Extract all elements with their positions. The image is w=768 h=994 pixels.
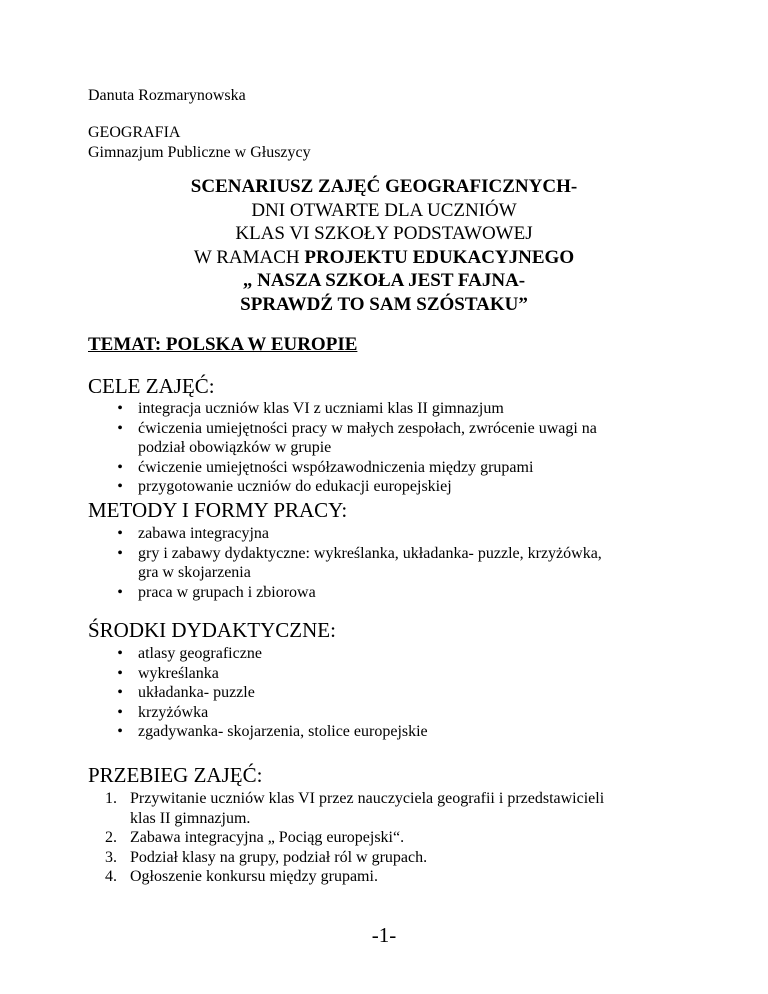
page-number: -1-: [371, 923, 397, 947]
bullet-icon: •: [117, 458, 123, 476]
list-item: • przygotowanie uczniów do edukacji europejskiej: [113, 477, 713, 497]
school-name: Gimnazjum Publiczne w Głuszycy: [88, 144, 311, 161]
list-item: • wykreślanka: [113, 664, 713, 684]
author-name: Danuta Rozmarynowska: [88, 87, 246, 104]
list-item: • krzyżówka: [113, 703, 713, 723]
bullet-icon: •: [117, 723, 123, 740]
title-line-6: SPRAWDŹ TO SAM SZÓSTAKU”: [240, 293, 528, 315]
topic-heading: TEMAT: POLSKA W EUROPIE: [88, 334, 358, 355]
list-item: • zabawa integracyjna: [113, 524, 713, 544]
list-item: • zgadywanka- skojarzenia, stolice europejskie: [113, 722, 713, 742]
list-item: • gry i zabawy dydaktyczne: wykreślanka, układanka- puzzle, krzyżówka, gra w skojarzenia: [113, 544, 713, 583]
title-line-4-bold: PROJEKTU EDUKACYJNEGO: [304, 246, 575, 268]
list-item: 2. Zabawa integracyjna „ Pociąg europejski“.: [105, 829, 405, 846]
resources-heading: ŚRODKI DYDAKTYCZNE:: [88, 618, 336, 642]
title-line-4-prefix: W RAMACH: [193, 246, 305, 268]
bullet-icon: •: [117, 684, 123, 701]
course-list: [105, 789, 715, 887]
bullet-icon: •: [117, 583, 123, 601]
subject-label: GEOGRAFIA: [88, 124, 181, 141]
methods-heading: METODY I FORMY PRACY:: [88, 498, 348, 522]
list-item: 1. Przywitanie uczniów klas VI przez nauczyciela geografii i przedstawicieli klas II gimnazjum.: [105, 790, 605, 827]
list-item: • ćwiczenie umiejętności współzawodniczenia między grupami: [113, 458, 713, 478]
title-line-4: [60, 246, 708, 270]
bullet-icon: •: [117, 664, 123, 682]
bullet-icon: •: [117, 645, 123, 662]
course-heading: PRZEBIEG ZAJĘĆ:: [88, 763, 263, 787]
list-item: • ćwiczenia umiejętności pracy w małych zespołach, zwrócenie uwagi na podział obowiązków w grupie: [113, 419, 713, 458]
bullet-icon: •: [117, 400, 123, 417]
bullet-icon: •: [117, 525, 123, 542]
goals-heading: CELE ZAJĘĆ:: [88, 374, 215, 398]
title-line-1: SCENARIUSZ ZAJĘĆ GEOGRAFICZNYCH-: [190, 176, 578, 197]
list-item: • atlasy geograficzne: [113, 644, 713, 664]
bullet-icon: •: [117, 419, 123, 437]
list-item: 3. Podział klasy na grupy, podział ról w grupach.: [105, 848, 428, 866]
methods-list: [113, 524, 713, 602]
list-item: • praca w grupach i zbiorowa: [113, 583, 713, 603]
list-item: • układanka- puzzle: [113, 683, 713, 703]
list-item: 4. Ogłoszenie konkursu między grupami.: [105, 868, 378, 885]
title-block: [60, 175, 708, 316]
list-item: • integracja uczniów klas VI z uczniami klas II gimnazjum: [113, 399, 713, 419]
title-line-3: KLAS VI SZKOŁY PODSTAWOWEJ: [235, 223, 533, 244]
bullet-icon: •: [117, 703, 123, 721]
bullet-icon: •: [117, 544, 123, 562]
title-line-5: „ NASZA SZKOŁA JEST FAJNA-: [242, 270, 526, 291]
goals-list: [113, 399, 713, 497]
resources-list: [113, 644, 713, 742]
bullet-icon: •: [117, 478, 123, 495]
title-line-2: DNI OTWARTE DLA UCZNIÓW: [251, 199, 517, 221]
